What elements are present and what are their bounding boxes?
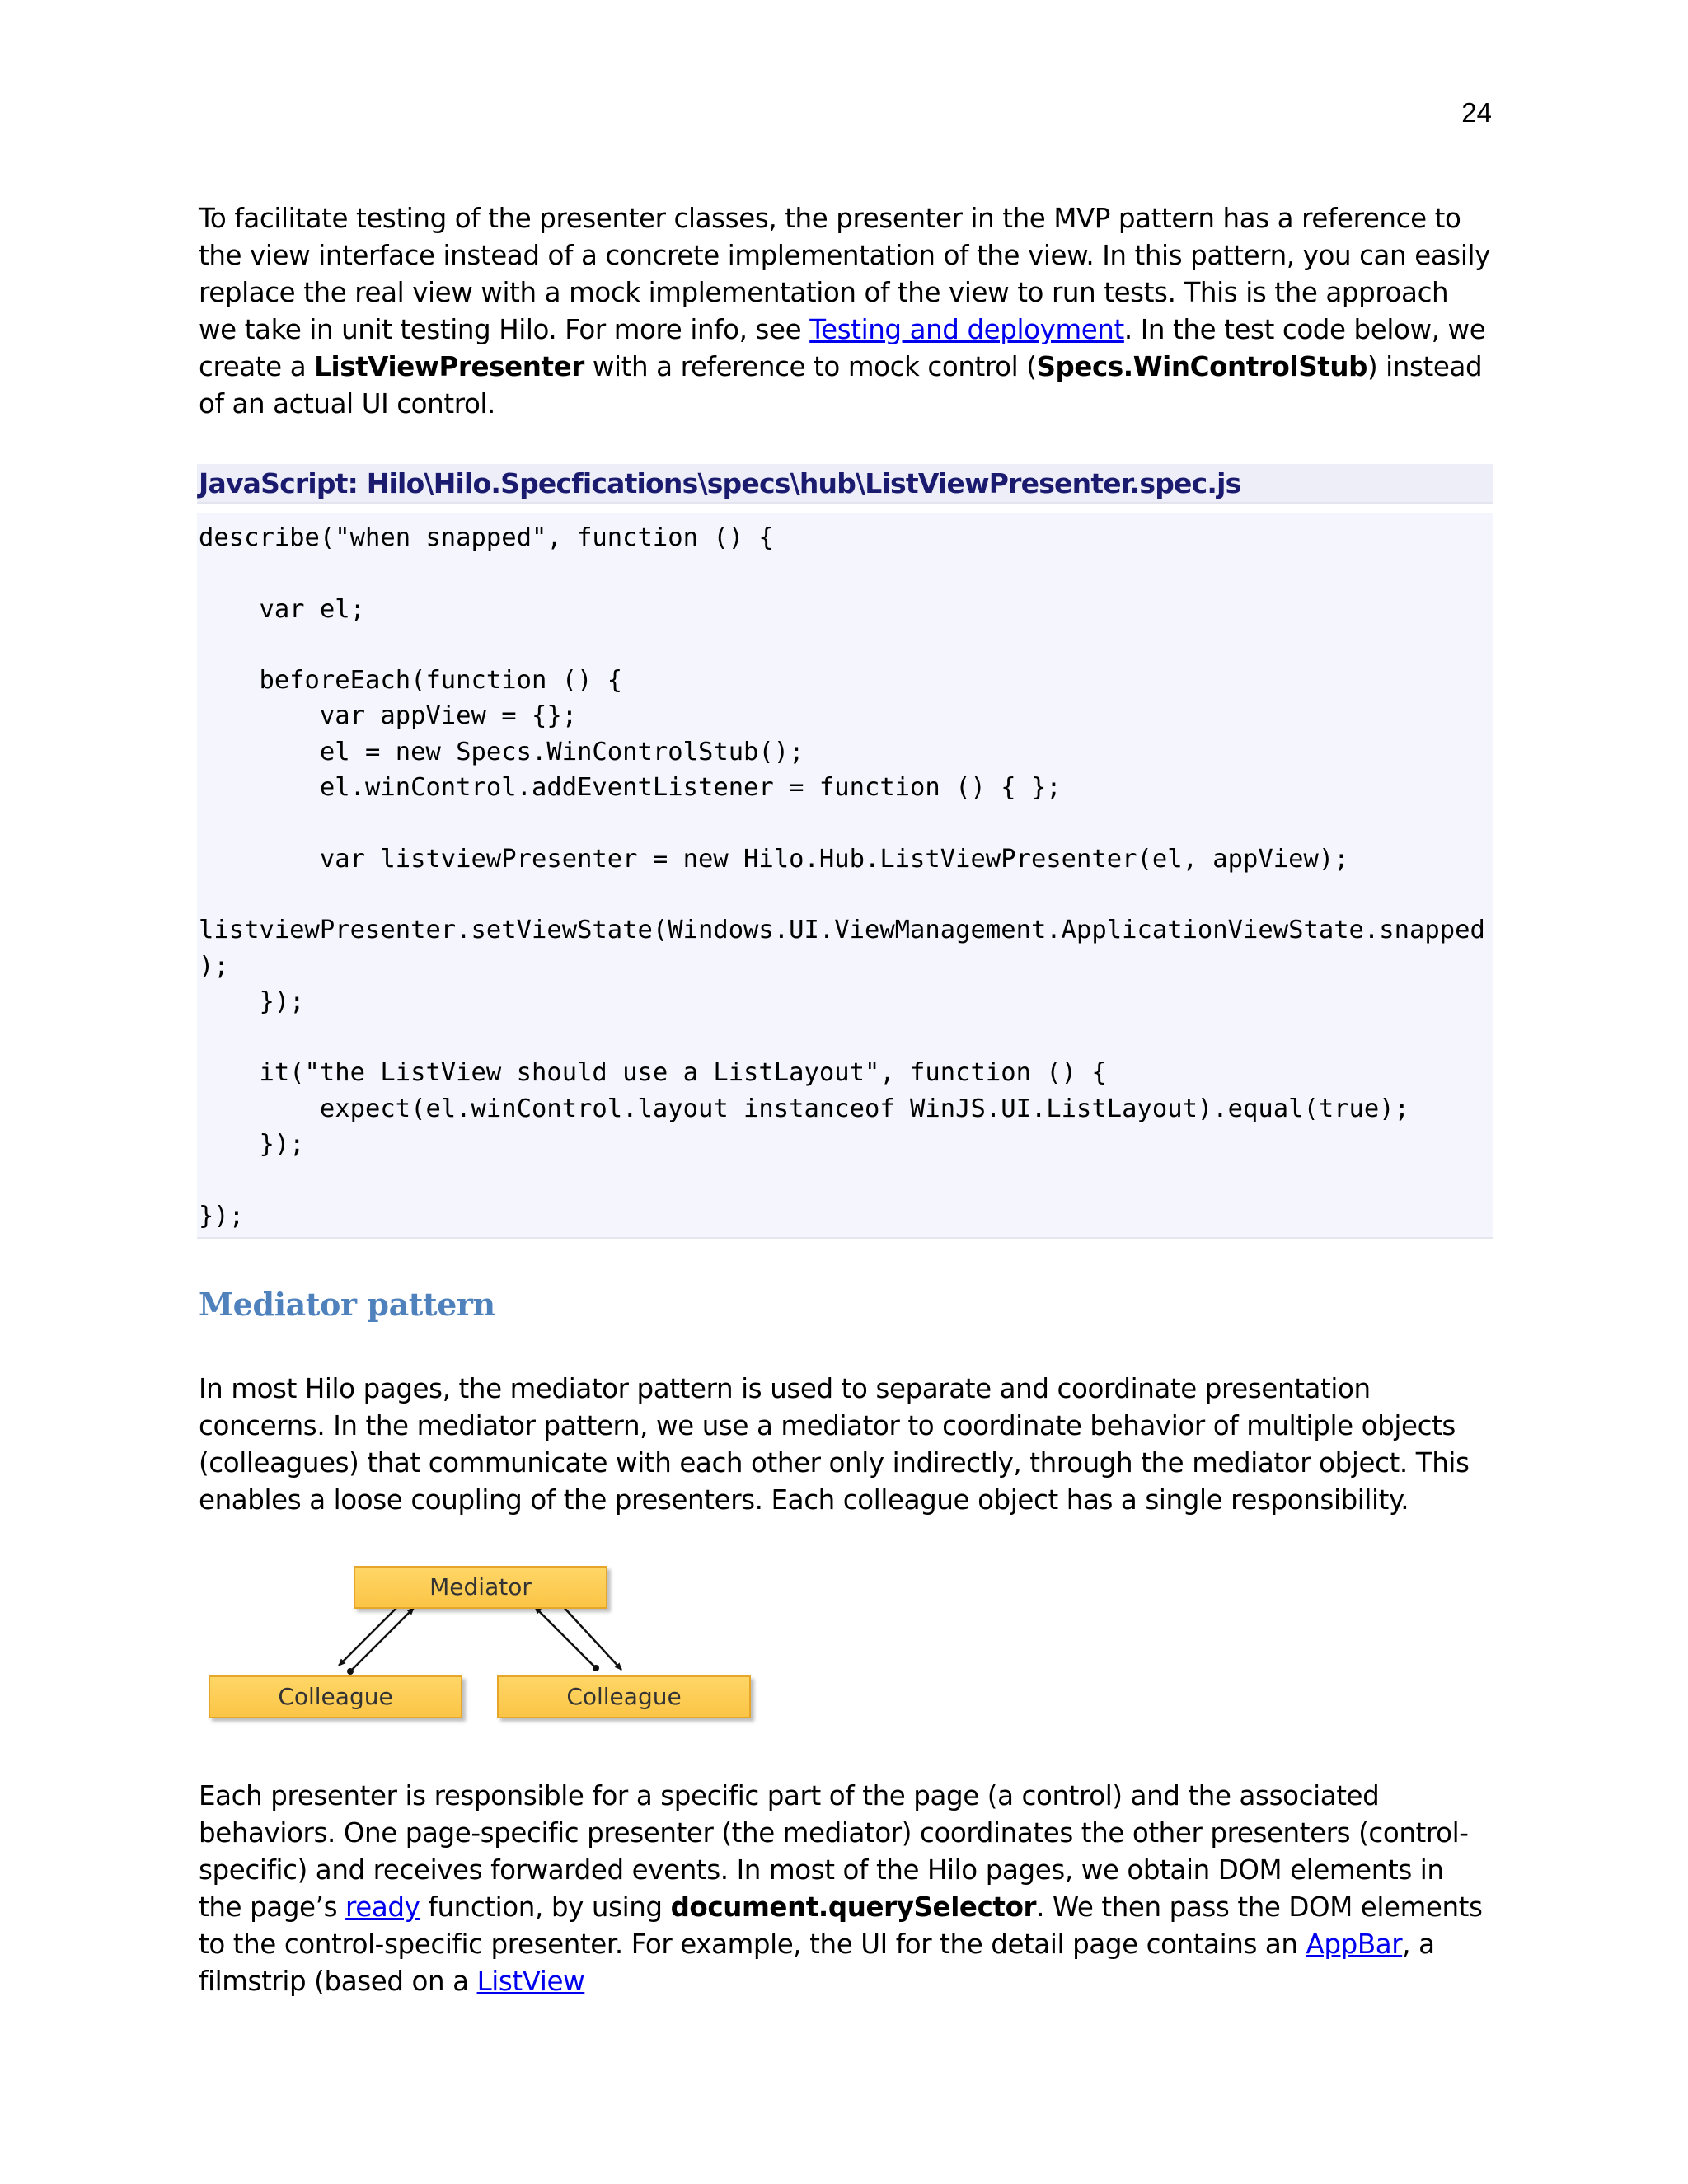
text-run: . In the test code below, we create a bbox=[199, 313, 1486, 382]
testing-and-deployment-link[interactable]: Testing and deployment bbox=[809, 313, 1124, 345]
bold-term: Specs.WinControlStub bbox=[1036, 350, 1367, 382]
page-number: 24 bbox=[1461, 97, 1492, 128]
appbar-link[interactable]: AppBar bbox=[1306, 1928, 1403, 1960]
text-run: ) instead of an actual UI control. bbox=[199, 350, 1483, 419]
code-block bbox=[197, 513, 1493, 1239]
mediator-box: Mediator bbox=[354, 1566, 607, 1609]
bold-term: ListViewPresenter bbox=[314, 350, 584, 382]
text-run: . We then pass the DOM elements to the control-specific presenter. For example, the UI for the detail page contains an bbox=[199, 1891, 1483, 1960]
mediator-diagram bbox=[202, 1558, 762, 1731]
text-run: , a filmstrip (based on a bbox=[199, 1928, 1435, 1997]
code-caption: JavaScript: Hilo\Hilo.Specfications\specs\hub\ListViewPresenter.spec.js bbox=[197, 464, 1493, 504]
presenter-paragraph bbox=[199, 1778, 1491, 1999]
text-run: To facilitate testing of the presenter classes, the presenter in the MVP pattern has a reference to the view interface instead of a concrete implementation of the view. In this pattern, you can easily replace the real view with a mock implementation of the view to run tests. This is the approach we take in unit testing Hilo. For more info, see bbox=[199, 203, 1490, 345]
text-run: function, by using bbox=[420, 1891, 671, 1923]
text-run: with a reference to mock control ( bbox=[584, 350, 1037, 382]
colleague-box-left: Colleague bbox=[209, 1675, 462, 1718]
bold-term: document.querySelector bbox=[670, 1891, 1037, 1923]
listview-link[interactable]: ListView bbox=[476, 1965, 585, 1997]
text-run: Each presenter is responsible for a specific part of the page (a control) and the associated behaviors. One page-specific presenter (the mediator) coordinates the other presenters (control-specific) and receives forwarded events. In most of the Hilo pages, we obtain DOM elements in the page’s bbox=[199, 1780, 1469, 1923]
mediator-paragraph bbox=[199, 1371, 1491, 1519]
colleague-box-right: Colleague bbox=[497, 1675, 751, 1718]
section-heading: Mediator pattern bbox=[199, 1286, 495, 1323]
intro-paragraph bbox=[199, 200, 1491, 422]
code-text: describe("when snapped", function () { var el; beforeEach(function () { var appView = {}; el = new Specs.WinControlStub(); el.winControl.addEventListener = function () { }; var listviewPresenter = new Hilo.Hub.ListViewPresenter(el, appView); listviewPresenter.setViewState(Windows.UI.ViewManagement.ApplicationViewState.snapped ); }); it("the ListView should use a ListLayout", function () { expect(el.winControl.layout instanceof WinJS.UI.ListLayout).equal(true); }); }); bbox=[199, 523, 1485, 1230]
paragraph-text: In most Hilo pages, the mediator pattern is used to separate and coordinate presentation concerns. In the mediator pattern, we use a mediator to coordinate behavior of multiple objects (colleagues) that communicate with each other only indirectly, through the mediator object. This enables a loose coupling of the presenters. Each colleague object has a single responsibility. bbox=[199, 1373, 1470, 1516]
ready-link[interactable]: ready bbox=[345, 1891, 420, 1923]
